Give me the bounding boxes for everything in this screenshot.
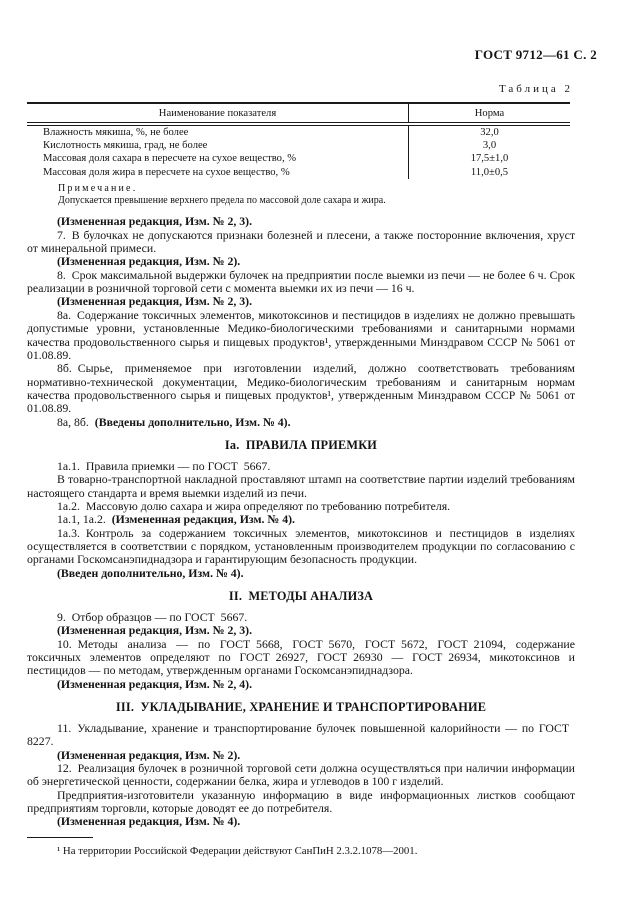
edit-note (27, 567, 575, 580)
text-segment: 8. Срок максимальной выдержки булочек на предприятии после выемки из печи — не более 6 ч. Срок реализации в розничной торговой сети с момента выемки их из печи — 16 ч. (27, 267, 575, 296)
edit-note (27, 295, 575, 308)
page-header (0, 48, 630, 62)
text-segment: (Измененная редакция, Изм. № 2, 3). (57, 623, 253, 638)
paragraph (27, 473, 575, 500)
paragraph (27, 513, 575, 526)
paragraph (27, 309, 575, 362)
text-segment: 10. Методы анализа — по ГОСТ 5668, ГОСТ 5670, ГОСТ 5672, ГОСТ 21094, содержание токсичных элементов определяют по ГОСТ 26927, ГОСТ 26930 — ГОСТ 26934, микотоксинов и пестицидов — по методам, утвержденным органами Госкомсанэпиднадзора. (27, 636, 575, 678)
paragraph (27, 722, 575, 749)
paragraph (27, 789, 575, 816)
cell-name: Кислотность мякиша, град, не более (27, 139, 409, 152)
edit-note (27, 215, 575, 228)
text-segment: (Измененная редакция, Изм. № 2, 3). (57, 294, 253, 309)
spec-table (27, 102, 570, 179)
col-header-norm: Норма (474, 107, 505, 119)
text-segment: (Измененная редакция, Изм. № 4). (57, 814, 241, 829)
text-segment: (Введены дополнительно, Изм. № 4). (94, 414, 291, 429)
text-segment: 12. Реализация булочек в розничной торговой сети должна осуществляться при наличии информации об энергетической ценности, содержании белка, жира и углеводов в 100 г изделий. (27, 761, 575, 789)
section-heading (27, 589, 575, 603)
col-header-name: Наименование показателя (27, 104, 409, 122)
text-segment: 7. В булочках не допускаются признаки болезней и плесени, а также посторонние включения, хруст от минеральной примеси. (27, 227, 575, 256)
edit-note (27, 749, 575, 762)
section-heading (27, 700, 575, 714)
cell-norm: 11,0±0,5 (470, 166, 509, 178)
cell-name: Влажность мякиша, %, не более (27, 126, 409, 139)
cell-name: Массовая доля жира в пересчете на сухое вещество, % (27, 166, 409, 179)
doc-number: ГОСТ 9712—61 С. 2 (474, 47, 597, 62)
paragraph (27, 269, 575, 296)
edit-note (27, 255, 575, 268)
paragraph (27, 460, 575, 473)
text-segment: 1а.1. Правила приемки — по ГОСТ 5667. (57, 458, 271, 473)
text-segment: (Измененная редакция, Изм. № 2). (57, 747, 241, 762)
note-text: Допускается превышение верхнего предела по массовой доле сахара и жира. (58, 195, 386, 207)
table-row (27, 152, 570, 165)
text-segment: (Измененная редакция, Изм. № 2). (57, 254, 241, 269)
text-segment: Iа. ПРАВИЛА ПРИЕМКИ (224, 437, 378, 452)
paragraph (27, 416, 575, 429)
paragraph (27, 527, 575, 567)
cell-norm: 32,0 (480, 127, 499, 138)
paragraph (27, 500, 575, 513)
text-segment: 1а.2. Массовую долю сахара и жира определяют по требованию потребителя. (57, 498, 451, 513)
edit-note (27, 815, 575, 828)
table-row (27, 126, 570, 139)
text-segment: (Измененная редакция, Изм. № 2, 3). (57, 214, 253, 229)
text-segment: 9. Отбор образцов — по ГОСТ 5667. (57, 610, 248, 624)
text-segment: Предприятия-изготовители указанную информацию в виде информационных листков сообщают предприятиям торговли, которые доводят ее до потребителя. (27, 787, 575, 816)
footnote-text: ¹ На территории Российской Федерации действуют СанПиН 2.3.2.1078—2001. (57, 844, 418, 857)
edit-note (27, 678, 575, 691)
text-segment: 1а.3. Контроль за содержанием токсичных элементов, микотоксинов и пестицидов в изделиях осуществляется в соответствии с порядком, установленным производителем продукции по согласованию с органами Госкомсанэпиднадзора и гарантирующим безопасность продукции. (27, 525, 575, 567)
paragraph (27, 362, 575, 415)
cell-norm: 17,5±1,0 (470, 153, 509, 165)
table-row (27, 166, 570, 179)
footnote-rule (27, 837, 93, 838)
table-row (27, 139, 570, 152)
text-segment: В товарно-транспортной накладной проставляют штамп на соответствие партии изделий требованиям настоящего стандарта и время выемки изделий из печи. (27, 472, 575, 500)
note-label: Примечание. (58, 182, 138, 194)
table-header-row (27, 104, 570, 126)
edit-note (27, 624, 575, 637)
spec-table-body (27, 126, 570, 179)
paragraph (27, 611, 575, 624)
cell-name: Массовая доля сахара в пересчете на сухое вещество, % (27, 152, 409, 165)
text-segment: 8б. Сырье, применяемое при изготовлении изделий, должно соответствовать требованиям нормативно-технической документации, Медико-биологическим требованиям и санитарным нормам качества продовольственного сырья и пищевых продуктов¹, утвержденным Минздравом СССР № 5061 от 01.08.89. (27, 361, 575, 416)
text-segment: 8а. Содержание токсичных элементов, микотоксинов и пестицидов в изделиях не должно превышать допустимые уровни, установленные Медико-биологическими требованиями и санитарными нормами качества продовольственного сырья и пищевых продуктов¹, утвержденными Минздравом СССР № 5061 от 01.08.89. (27, 307, 575, 362)
footnote (27, 837, 575, 858)
section-heading (27, 438, 575, 452)
paragraph (27, 638, 575, 678)
paragraph (27, 229, 575, 256)
page-content (27, 83, 575, 858)
text-segment: 8а, 8б. (57, 414, 95, 429)
text-segment: II. МЕТОДЫ АНАЛИЗА (228, 589, 374, 603)
table-caption: Таблица 2 (498, 83, 573, 95)
cell-norm: 3,0 (482, 140, 497, 152)
document-body (27, 215, 575, 828)
text-segment: III. УКЛАДЫВАНИЕ, ХРАНЕНИЕ И ТРАНСПОРТИРОВАНИЕ (115, 700, 487, 715)
table-note (58, 183, 575, 208)
text-segment: (Измененная редакция, Изм. № 4). (111, 512, 295, 527)
paragraph (27, 762, 575, 789)
text-segment: (Измененная редакция, Изм. № 2, 4). (57, 676, 253, 691)
text-segment: 11. Укладывание, хранение и транспортирование булочек повышенной калорийности — по ГОСТ 8227. (27, 721, 575, 749)
text-segment: 1а.1, 1а.2. (57, 512, 112, 527)
text-segment: (Введен дополнительно, Изм. № 4). (57, 565, 244, 580)
